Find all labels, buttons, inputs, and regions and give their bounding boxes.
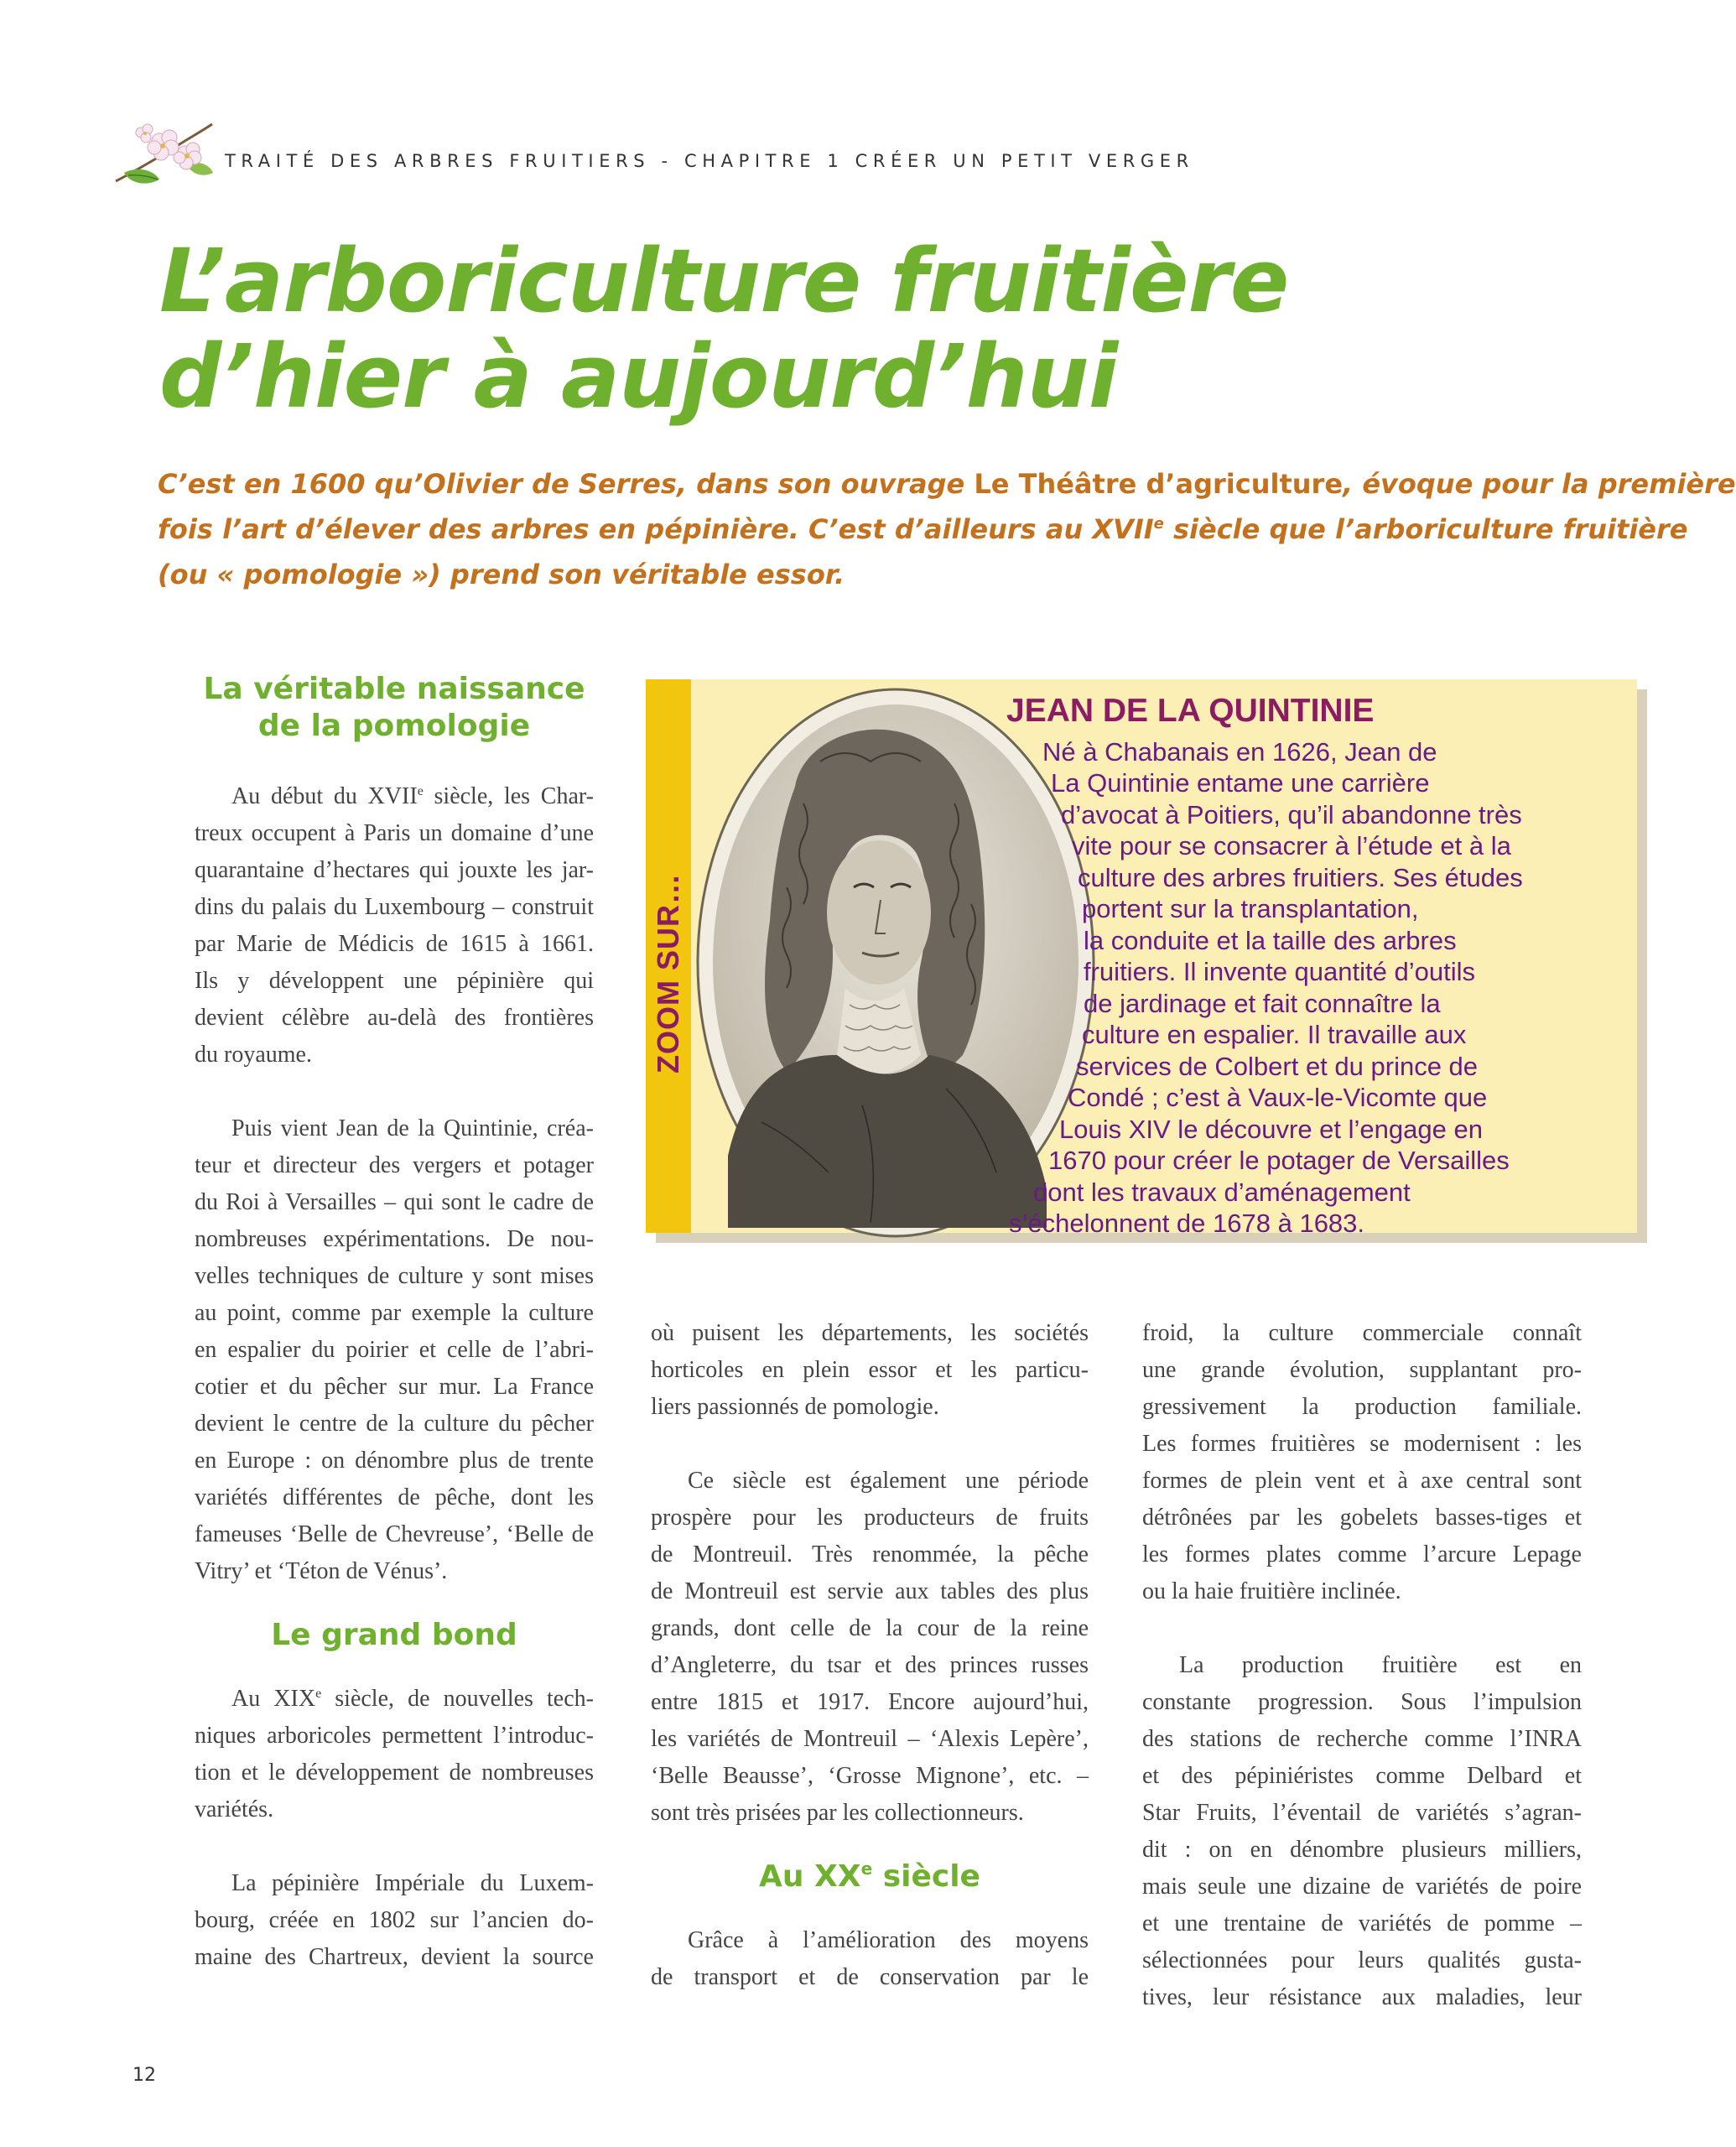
text-line: formes de plein vent et à axe central sont xyxy=(1142,1468,1582,1494)
text-line: horticoles en plein essor et les particu- xyxy=(651,1357,1089,1383)
text-line: Ce siècle est également une période xyxy=(688,1468,1089,1494)
paragraph xyxy=(1142,1647,1582,2016)
lead-text: fois l’art d’élever des arbres en pépinière. C’est d’ailleurs au XVII xyxy=(158,513,1154,545)
text-line xyxy=(195,778,594,815)
paragraph xyxy=(651,1463,1089,1832)
lead-paragraph xyxy=(158,461,1736,597)
paragraph xyxy=(651,1315,1089,1426)
text-line: niques arboricoles permettent l’introduc- xyxy=(195,1723,594,1749)
text-line: Vitry’ et ‘Téton de Vénus’. xyxy=(195,1558,448,1584)
text-line: et une trentaine de variétés de pomme – xyxy=(1142,1910,1582,1936)
heading-line: de la pomologie xyxy=(257,709,531,743)
superscript: e xyxy=(315,1687,322,1701)
text-fragment: Au XIX xyxy=(231,1686,316,1712)
zoom-line: Né à Chabanais en 1626, Jean de xyxy=(1042,737,1437,767)
page-title-line-1: L’arboriculture fruitière xyxy=(159,230,1289,332)
cherry-blossom-icon xyxy=(107,114,216,198)
text-fragment: Au début du XVII xyxy=(231,783,418,809)
text-line: La production fruitière est en xyxy=(1179,1652,1582,1678)
section-heading-grand-bond: Le grand bond xyxy=(271,1618,517,1652)
text-line: variétés. xyxy=(195,1796,274,1822)
text-line: sélectionnées pour leurs qualités gusta- xyxy=(1142,1947,1582,1973)
text-line: ou la haie fruitière inclinée. xyxy=(1142,1578,1401,1604)
text-line xyxy=(195,1681,594,1718)
paragraph xyxy=(1142,1315,1582,1610)
text-line: devient le centre de la culture du pêcher xyxy=(195,1411,594,1437)
text-line: du Roi à Versailles – qui sont le cadre de xyxy=(195,1189,594,1215)
text-line: fameuses ‘Belle de Chevreuse’, ‘Belle de xyxy=(195,1521,594,1547)
text-line: variétés différentes de pêche, dont les xyxy=(195,1484,594,1510)
text-line: une grande évolution, supplantant pro- xyxy=(1142,1357,1582,1383)
section-heading-xxe-siecle xyxy=(651,1858,1089,1895)
text-line: et des pépiniéristes comme Delbard et xyxy=(1142,1763,1582,1789)
paragraph xyxy=(195,778,594,1074)
text-line: tives, leur résistance aux maladies, leur xyxy=(1142,1984,1582,2010)
superscript: e xyxy=(1153,515,1164,533)
page-title xyxy=(159,230,1501,428)
zoom-label: ZOOM SUR… xyxy=(651,873,685,1074)
book-title: Le Théâtre d’agriculture xyxy=(974,468,1344,500)
text-line: liers passionnés de pomologie. xyxy=(651,1394,939,1420)
text-line: sont très prisées par les collectionneurs. xyxy=(651,1800,1024,1826)
text-line: par Marie de Médicis de 1615 à 1661. xyxy=(195,931,594,957)
text-line: de Montreuil est servie aux tables des plus xyxy=(651,1578,1089,1604)
running-head: TRAITÉ DES ARBRES FRUITIERS - CHAPITRE 1 CRÉER UN PETIT VERGER xyxy=(225,151,1194,171)
text-line: Ils y développent une pépinière qui xyxy=(195,968,594,994)
paragraph xyxy=(195,1681,594,1828)
text-line: velles techniques de culture y sont mises xyxy=(195,1263,594,1289)
zoom-line: Louis XIV le découvre et l’engage en xyxy=(1059,1115,1483,1144)
text-line: La pépinière Impériale du Luxem- xyxy=(231,1870,594,1896)
text-line: Les formes fruitières se modernisent : les xyxy=(1142,1431,1582,1457)
lead-text: C’est en 1600 qu’Olivier de Serres, dans son ouvrage xyxy=(158,468,975,500)
text-line: de transport et de conservation par le xyxy=(651,1964,1089,1990)
text-line: constante progression. Sous l’impulsion xyxy=(1142,1689,1582,1715)
text-fragment: Au XX xyxy=(759,1859,861,1894)
text-line: quarantaine d’hectares qui jouxte les jar- xyxy=(195,857,594,883)
text-line: treux occupent à Paris un domaine d’une xyxy=(195,820,594,846)
text-line: grands, dont celle de la cour de la reine xyxy=(651,1615,1089,1641)
text-line: les variétés de Montreuil – ‘Alexis Lepère’, xyxy=(651,1726,1089,1752)
column-1 xyxy=(195,671,594,1976)
zoom-line: 1670 pour créer le potager de Versailles xyxy=(1048,1146,1510,1175)
zoom-line: de jardinage et fait connaître la xyxy=(1084,989,1441,1018)
column-3 xyxy=(1142,1315,1582,2016)
text-line: les formes plates comme l’arcure Lepage xyxy=(1142,1541,1582,1567)
zoom-line: La Quintinie entame une carrière xyxy=(1051,768,1430,798)
text-line: tion et le développement de nombreuses xyxy=(195,1760,594,1786)
text-line: en espalier du poirier et celle de l’abri- xyxy=(195,1337,594,1363)
text-line: d’Angleterre, du tsar et des princes russes xyxy=(651,1652,1089,1678)
zoom-line: la conduite et la taille des arbres xyxy=(1084,926,1457,955)
text-line: Star Fruits, l’éventail de variétés s’agran- xyxy=(1142,1800,1582,1826)
text-line: en Europe : on dénombre plus de trente xyxy=(195,1448,594,1474)
text-line: du royaume. xyxy=(195,1042,312,1068)
superscript: e xyxy=(417,784,424,798)
page-title-line-2: d’hier à aujourd’hui xyxy=(159,325,1118,428)
text-line: Grâce à l’amélioration des moyens xyxy=(688,1927,1089,1953)
paragraph xyxy=(195,1865,594,1976)
zoom-line: fruitiers. Il invente quantité d’outils xyxy=(1084,957,1475,986)
text-line: mais seule une dizaine de variétés de poire xyxy=(1142,1874,1582,1900)
text-line: détrônées par les gobelets basses-tiges et xyxy=(1142,1505,1582,1531)
text-line: ‘Belle Beausse’, ‘Grosse Mignone’, etc. – xyxy=(651,1763,1089,1789)
text-line: cotier et du pêcher sur mur. La France xyxy=(195,1374,594,1400)
text-line: dins du palais du Luxembourg – construit xyxy=(195,894,594,920)
zoom-line: culture en espalier. Il travaille aux xyxy=(1082,1020,1467,1049)
text-line: devient célèbre au-delà des frontières xyxy=(195,1005,594,1031)
text-line: bourg, créée en 1802 sur l’ancien do- xyxy=(195,1907,594,1933)
text-fragment: siècle, les Char- xyxy=(423,783,594,809)
zoom-title: JEAN DE LA QUINTINIE xyxy=(1006,693,1375,729)
zoom-line: s’échelonnent de 1678 à 1683. xyxy=(1009,1209,1365,1238)
superscript: e xyxy=(860,1858,873,1879)
text-line: de Montreuil. Très renommée, la pêche xyxy=(651,1541,1089,1567)
lead-text: (ou « pomologie ») prend son véritable essor. xyxy=(158,559,845,590)
portrait-engraving xyxy=(694,686,1047,1228)
text-line: gressivement la production familiale. xyxy=(1142,1394,1582,1420)
text-line: au point, comme par exemple la culture xyxy=(195,1300,594,1326)
text-line: teur et directeur des vergers et potager xyxy=(195,1152,594,1178)
text-line: des stations de recherche comme l’INRA xyxy=(1142,1726,1582,1752)
text-fragment: siècle xyxy=(872,1859,980,1894)
text-line: Puis vient Jean de la Quintinie, créa- xyxy=(231,1115,594,1141)
paragraph xyxy=(195,1110,594,1590)
lead-text: siècle que l’arboriculture fruitière xyxy=(1163,513,1688,545)
zoom-line: portent sur la transplantation, xyxy=(1082,894,1419,923)
zoom-line: vite pour se consacrer à l’étude et à la xyxy=(1072,831,1511,860)
section-heading-pomologie xyxy=(176,671,612,745)
zoom-line: Condé ; c’est à Vaux-le-Vicomte que xyxy=(1068,1083,1488,1112)
column-2 xyxy=(651,1315,1089,1996)
heading-line: La véritable naissance xyxy=(203,672,585,706)
text-line: maine des Chartreux, devient la source xyxy=(195,1944,594,1970)
text-line: froid, la culture commerciale connaît xyxy=(1142,1320,1582,1346)
zoom-line: services de Colbert et du prince de xyxy=(1076,1052,1479,1081)
text-line: entre 1815 et 1917. Encore aujourd’hui, xyxy=(651,1689,1089,1715)
text-line: dit : on en dénombre plusieurs milliers, xyxy=(1142,1837,1582,1863)
page-number: 12 xyxy=(133,2065,156,2086)
zoom-line: d’avocat à Poitiers, qu’il abandonne très xyxy=(1061,800,1522,829)
text-line: où puisent les départements, les sociétés xyxy=(651,1320,1089,1346)
zoom-line: culture des arbres fruitiers. Ses études xyxy=(1078,863,1523,892)
lead-text: , évoque pour la première xyxy=(1343,468,1736,500)
text-line: prospère pour les producteurs de fruits xyxy=(651,1505,1089,1531)
text-fragment: siècle, de nouvelles tech- xyxy=(321,1686,594,1712)
paragraph xyxy=(651,1922,1089,1996)
zoom-line: dont les travaux d’aménagement xyxy=(1033,1177,1411,1207)
text-line: nombreuses expérimentations. De nou- xyxy=(195,1226,594,1252)
